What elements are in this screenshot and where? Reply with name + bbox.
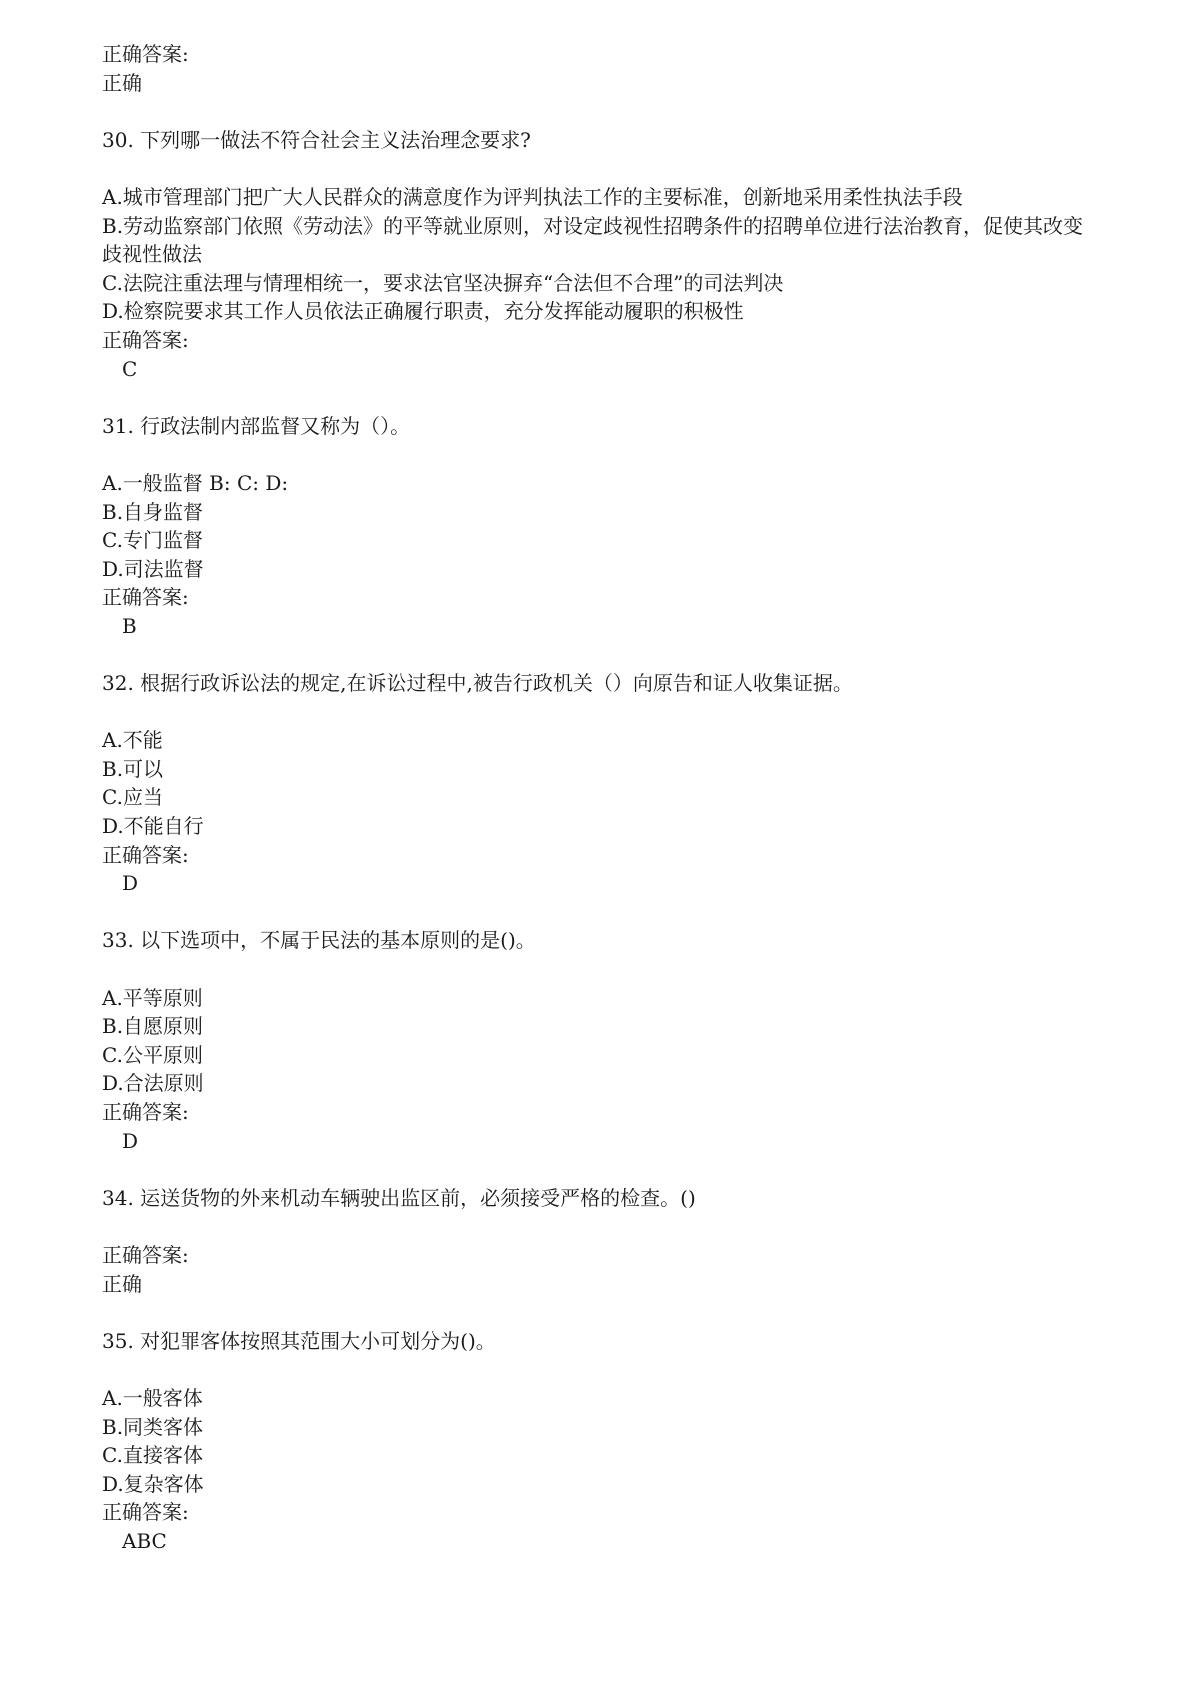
answer-label: 正确答案: <box>102 1500 189 1525</box>
answer-label: 正确答案: <box>102 327 189 352</box>
question-title: 32. 根据行政诉讼法的规定,在诉讼过程中,被告行政机关（）向原告和证人收集证据。 <box>102 671 853 696</box>
spacer <box>102 640 1102 669</box>
option-c: C.法院注重法理与情理相统一，要求法官坚决摒弃“合法但不合理”的司法判决 <box>102 270 784 295</box>
option-b: B.自愿原则 <box>102 1014 204 1039</box>
option-b: B.可以 <box>102 756 164 781</box>
option-a: A.城市管理部门把广大人民群众的满意度作为评判执法工作的主要标准，创新地采用柔性执法手段 <box>102 184 963 209</box>
answer-label: 正确答案: <box>102 1242 189 1267</box>
option-b: B.自身监督 <box>102 499 204 524</box>
option-c: C.专门监督 <box>102 528 203 553</box>
question-title: 34. 运送货物的外来机动车辆驶出监区前，必须接受严格的检查。() <box>102 1185 696 1210</box>
question-title: 30. 下列哪一做法不符合社会主义法治理念要求? <box>102 127 531 152</box>
option-d: D.复杂客体 <box>102 1471 204 1496</box>
spacer <box>102 440 1102 469</box>
question-title: 35. 对犯罪客体按照其范围大小可划分为()。 <box>102 1328 496 1353</box>
question-33 <box>102 926 1102 1155</box>
option-d: D.合法原则 <box>102 1071 204 1096</box>
option-a: A.一般客体 <box>102 1385 203 1410</box>
answer-label: 正确答案: <box>102 842 189 867</box>
spacer <box>102 698 1102 727</box>
question-34 <box>102 1184 1102 1298</box>
option-c: C.应当 <box>102 785 163 810</box>
option-c: C.公平原则 <box>102 1042 203 1067</box>
spacer <box>102 383 1102 412</box>
question-32 <box>102 669 1102 898</box>
answer-value: C <box>122 356 138 381</box>
spacer <box>102 1155 1102 1184</box>
option-b: B.劳动监察部门依照《劳动法》的平等就业原则，对设定歧视性招聘条件的招聘单位进行法治教育，促使其改变歧视性做法 <box>102 213 1084 267</box>
spacer <box>102 955 1102 984</box>
answer-value: ABC <box>122 1528 167 1553</box>
answer-value: B <box>122 613 137 638</box>
question-title: 33. 以下选项中，不属于民法的基本原则的是()。 <box>102 928 536 953</box>
spacer <box>102 154 1102 183</box>
answer-label: 正确答案: <box>102 42 189 66</box>
question-31 <box>102 412 1102 641</box>
question-title: 31. 行政法制内部监督又称为（）。 <box>102 413 411 438</box>
spacer <box>102 97 1102 126</box>
question-35 <box>102 1327 1102 1556</box>
option-a: A.一般监督 B: C: D: <box>102 470 289 495</box>
option-b: B.同类客体 <box>102 1414 204 1439</box>
answer-value: D <box>122 1128 139 1153</box>
answer-value: D <box>122 871 139 896</box>
spacer <box>102 1212 1102 1241</box>
answer-value: 正确 <box>102 70 142 95</box>
option-d: D.司法监督 <box>102 556 204 581</box>
spacer <box>102 1355 1102 1384</box>
answer-label: 正确答案: <box>102 585 189 610</box>
option-c: C.直接客体 <box>102 1443 203 1468</box>
answer-label: 正确答案: <box>102 1099 189 1124</box>
document-page <box>102 40 1102 1555</box>
spacer <box>102 1298 1102 1327</box>
option-d: D.不能自行 <box>102 814 204 839</box>
spacer <box>102 898 1102 927</box>
option-a: A.平等原则 <box>102 985 203 1010</box>
option-d: D.检察院要求其工作人员依法正确履行职责，充分发挥能动履职的积极性 <box>102 299 744 324</box>
answer-value: 正确 <box>102 1271 142 1296</box>
option-a: A.不能 <box>102 728 163 753</box>
question-30 <box>102 126 1102 383</box>
